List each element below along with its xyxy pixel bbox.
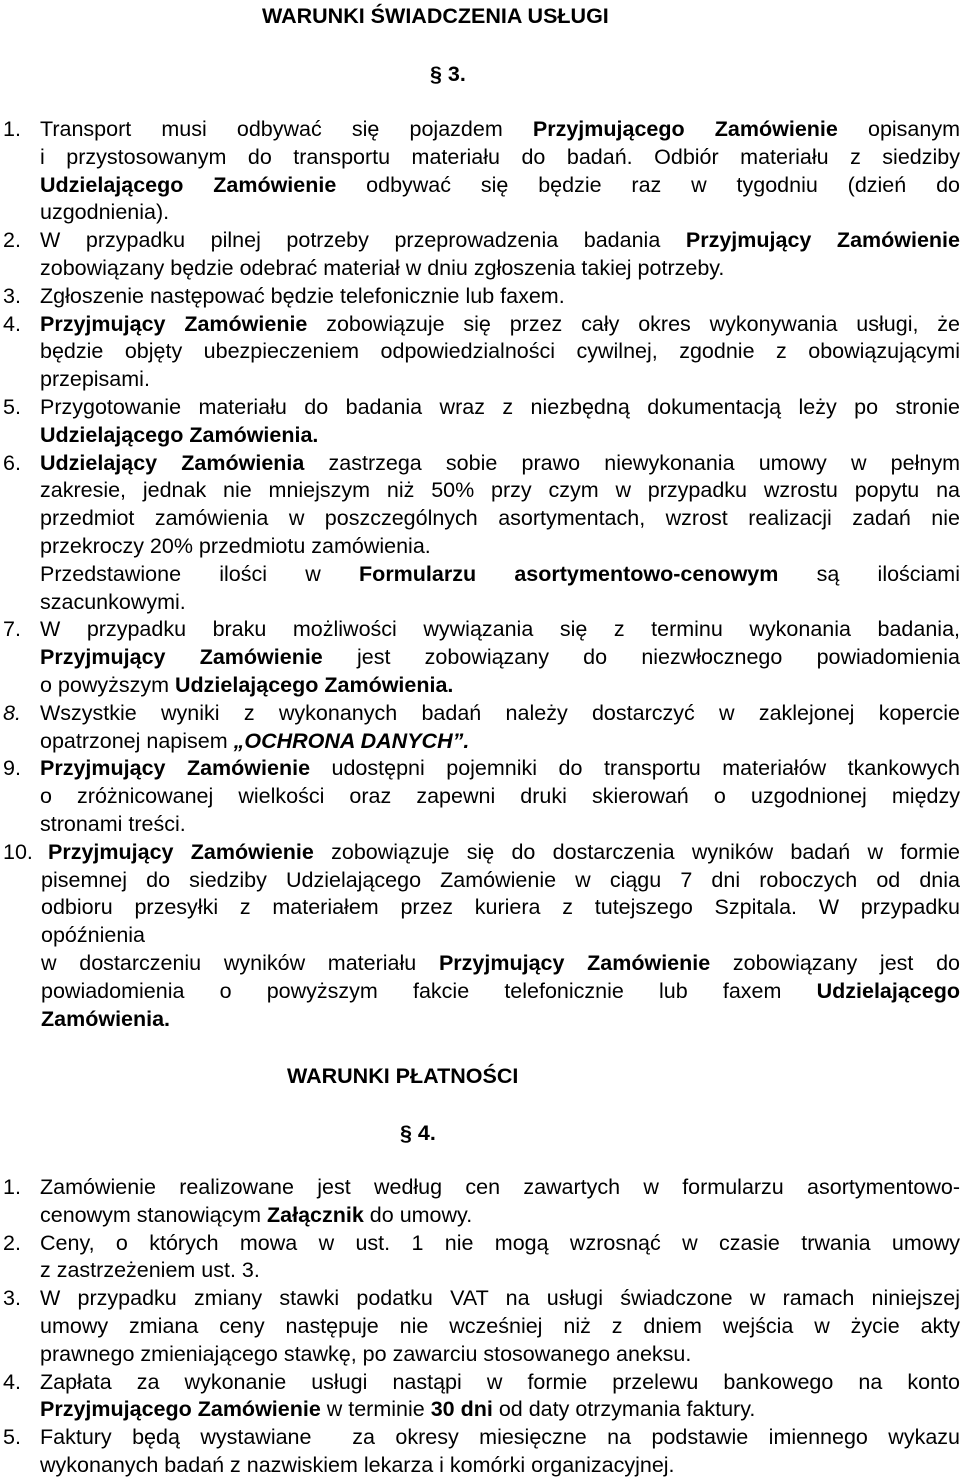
item-number: 3. [3,283,21,308]
list-item: 3. Zgłoszenie następować będzie telefonicznie lub faxem. [0,283,960,311]
item-number: 5. [3,394,21,419]
service-conditions-list [0,116,960,1033]
item-number: 2. [3,1230,21,1255]
item-number: 9. [3,756,21,781]
item-number: 2. [3,228,21,253]
list-item: 8. Wszystkie wyniki z wykonanych badań należy dostarczyć w zaklejonej kopercie opatrzonej napisem „OCHRONA DANYCH”. [3,700,960,753]
payment-conditions-list [0,1174,960,1480]
list-item: 9. Przyjmujący Zamówienie udostępni pojemniki do transportu materiałów tkankowych o zróżnicowanej wielkości oraz zapewni druki skierowań o uzgodnionej między stronami treści. [3,756,960,836]
list-item: 5. Faktury będą wystawiane za okresy miesięczne na podstawie imiennego wykazu wykonanych badań z nazwiskiem lekarza i komórki organizacyjnej. [3,1425,960,1477]
list-item: 2. W przypadku pilnej potrzeby przeprowadzenia badania Przyjmujący Zamówienie zobowiązany będzie odebrać materiał w dniu zgłoszenia takiej potrzeby. [3,228,960,280]
list-item: 6. Udzielający Zamówienia zastrzega sobie prawo niewykonania umowy w pełnym zakresie, jednak nie mniejszym niż 50% przy czym w przypadku wzrostu popytu na przedmiot zamówienia w poszczególnych asortymentach, wzrost realizacji zadań nie przekroczy 20% przedmiotu zamówienia. Przedstawione ilości w Formularzu asortymentowo-cenowym są ilościami szacunkowymi. [3,450,960,614]
ochrona-danych-label: „OCHRONA DANYCH”. [233,728,470,753]
item-number: 5. [3,1425,21,1450]
list-item: 5. Przygotowanie materiału do badania wraz z niezbędną dokumentacją leży po stronie Udzielającego Zamówienia. [3,394,960,447]
section-title-payment: WARUNKI PŁATNOŚCI [287,1064,519,1088]
item-number: 1. [3,1175,21,1199]
item-number: 6. [3,450,21,475]
list-item: 1. Zamówienie realizowane jest według cen zawartych w formularzu asortymentowo- cenowym stanowiącym Załącznik do umowy. [3,1175,960,1227]
paragraph-number-4: § 4. [400,1121,436,1145]
item-number: 7. [3,617,21,642]
list-item: 4. Przyjmujący Zamówienie zobowiązuje się przez cały okres wykonywania usługi, że będzie objęty ubezpieczeniem odpowiedzialności cywilnej, zgodnie z obowiązującymi przepisami. [3,311,960,392]
list-item: 2. Ceny, o których mowa w ust. 1 nie mogą wzrosnąć w czasie trwania umowy z zastrzeżeniem ust. 3. [3,1230,960,1283]
list-item: 3. W przypadku zmiany stawki podatku VAT na usługi świadczone w ramach niniejszej umowy zmiana ceny następuje nie wcześniej niż z dniem wejścia w życie akty prawnego zmieniającego stawkę, po zawarciu stosowanego aneksu. [3,1286,960,1366]
item-number: 4. [3,311,21,336]
item-number: 10. [3,839,33,864]
item-number: 8. [3,700,21,725]
section-title-service: WARUNKI ŚWIADCZENIA USŁUGI [262,4,609,28]
list-item: 7. W przypadku braku możliwości wywiązania się z terminu wykonania badania, Przyjmujący Zamówienie jest zobowiązany do niezwłocznego powiadomienia o powyższym Udzielającego Zamówienia. [3,617,960,697]
item-number: 4. [3,1369,21,1394]
list-item: 4. Zapłata za wykonanie usługi nastąpi w formie przelewu bankowego na konto Przyjmującego Zamówienie w terminie 30 dni od daty otrzymania faktury. [3,1369,960,1422]
item-number: 1. [3,117,21,141]
list-item: 1. Transport musi odbywać się pojazdem Przyjmującego Zamówienie opisanym i przystosowanym do transportu materiału do badań. Odbiór materiału z siedziby Udzielającego Zamówienie odbywać się będzie raz w tygodniu (dzień do uzgodnienia). [3,117,960,225]
item-number: 3. [3,1286,21,1311]
list-item: 10. Przyjmujący Zamówienie zobowiązuje się do dostarczenia wyników badań w formie pisemnej do siedziby Udzielającego Zamówienie w ciągu 7 dni roboczych od dnia odbioru przesyłki z materiałem przez kuriera z tutejszego Szpitala. W przypadku opóźnienia w dostarczeniu wyników materiału Przyjmujący Zamówienie zobowiązany jest do powiadomienia o powyższym fakcie telefonicznie lub faxem Udzielającego Zamówienia. [3,839,960,1031]
paragraph-number-3: § 3. [430,62,466,86]
